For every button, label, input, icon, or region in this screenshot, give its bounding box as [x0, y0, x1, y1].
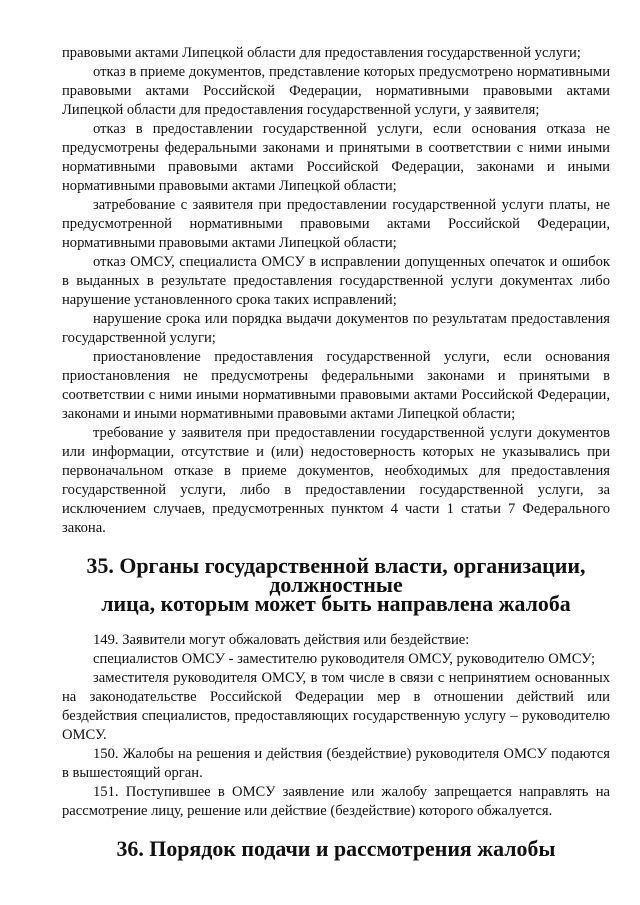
- section-heading-36: 36. Порядок подачи и рассмотрения жалобы: [116, 836, 556, 861]
- paragraph-delivery-violation: нарушение срока или порядка выдачи документов по результатам предоставления государственной услуги;: [62, 311, 610, 346]
- paragraph-continuation: правовыми актами Липецкой области для предоставления государственной услуги;: [62, 45, 581, 61]
- paragraph-refusal-accept-docs: отказ в приеме документов, представление которых предусмотрено нормативными правовыми актами Российской Федерации, нормативными правовыми актами Липецкой области для предоставления государственной услуги, у заявителя;: [62, 64, 610, 118]
- section-heading-35: [62, 553, 610, 616]
- paragraph-150: 150. Жалобы на решения и действия (бездействие) руководителя ОМСУ подаются в вышестоящий орган.: [62, 746, 610, 781]
- section-heading-35-line2: лица, которым может быть направлена жалоба: [101, 591, 571, 616]
- paragraph-suspension: приостановление предоставления государственной услуги, если основания приостановления не предусмотрены федеральными законами и принятыми в соответствии с ними иными нормативными правовыми актами Российской Федерации, законами и иными нормативными правовыми актами Липецкой области;: [62, 349, 610, 422]
- paragraph-deputy: заместителя руководителя ОМСУ, в том числе в связи с непринятием основанных на законодательстве Российской Федерации мер в отношении действий или бездействия специалистов, предоставляющих государственную услугу – руководителю ОМСУ.: [62, 670, 610, 743]
- paragraph-document-demand: требование у заявителя при предоставлении государственной услуги документов или информации, отсутствие и (или) недостоверность которых не указывались при первоначальном отказе в приеме документов, необходимых для предоставления государственной услуги, либо в предоставлении государственной услуги, за исключением случаев, предусмотренных пунктом 4 части 1 статьи 7 Федерального закона.: [62, 425, 610, 536]
- paragraph-refusal-corrections: отказ ОМСУ, специалиста ОМСУ в исправлении допущенных опечаток и ошибок в выданных в результате предоставления государственной услуги документах либо нарушение установленного срока таких исправлений;: [62, 254, 610, 308]
- document-page: [62, 44, 610, 861]
- paragraph-151: 151. Поступившее в ОМСУ заявление или жалобу запрещается направлять на рассмотрение лицу, решение или действие (бездействие) которого обжалуется.: [62, 784, 610, 819]
- section-heading-35-line1: 35. Органы государственной власти, организации, должностные: [86, 553, 586, 597]
- paragraph-fee-demand: затребование с заявителя при предоставлении государственной услуги платы, не предусмотренной нормативными правовыми актами Российской Федерации, нормативными правовыми актами Липецкой области;: [62, 197, 610, 251]
- paragraph-specialists: специалистов ОМСУ - заместителю руководителя ОМСУ, руководителю ОМСУ;: [93, 651, 596, 667]
- paragraph-refusal-service: отказ в предоставлении государственной услуги, если основания отказа не предусмотрены федеральными законами и принятыми в соответствии с ними иными нормативными правовыми актами Российской Федерации, законами и иными нормативными правовыми актами Липецкой области;: [62, 121, 610, 194]
- paragraph-149: 149. Заявители могут обжаловать действия или бездействие:: [93, 632, 470, 648]
